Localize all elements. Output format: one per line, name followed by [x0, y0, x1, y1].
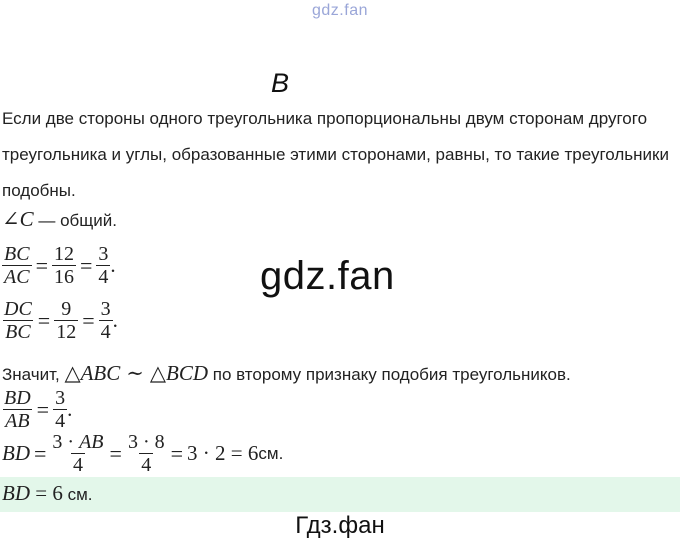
fraction-9-12 — [54, 298, 78, 343]
fraction-3-4 — [53, 387, 67, 432]
conclusion-suffix: по второму признаку подобия треугольников. — [208, 365, 571, 384]
angle-symbol: ∠ — [2, 207, 20, 231]
fraction-numerator-var: AB — [79, 431, 104, 453]
fraction-bd-ab — [2, 387, 33, 432]
equals-sign: = — [109, 440, 122, 466]
fraction-denominator: AB — [5, 410, 30, 432]
fraction-numerator: DC — [4, 298, 32, 320]
fraction-denominator: 4 — [100, 321, 111, 343]
ratio-line-2 — [2, 298, 118, 343]
calc-unit: см. — [258, 443, 284, 463]
fraction-denominator: 16 — [53, 266, 74, 288]
fraction-numerator: 3 — [100, 298, 111, 320]
ratio-line-3 — [2, 387, 72, 432]
watermark-center: gdz.fan — [260, 254, 395, 298]
fraction-denominator: 4 — [55, 410, 66, 432]
fraction-dc-bc — [2, 298, 34, 343]
triangle-symbol: △ — [64, 361, 81, 385]
conclusion-prefix: Значит, — [2, 365, 65, 384]
fraction-denominator: 12 — [56, 321, 77, 343]
angle-text: — общий. — [33, 211, 117, 230]
equals-sign: = — [79, 252, 93, 278]
similar-symbol: ∼ — [126, 361, 144, 385]
fraction-denominator: 4 — [72, 454, 83, 476]
watermark-bottom: Гдз.фан — [295, 512, 385, 539]
equals-sign: = — [34, 440, 47, 466]
fraction-numerator: 9 — [61, 298, 72, 320]
answer-unit: см. — [62, 485, 93, 504]
period: . — [67, 397, 73, 421]
fraction-numerator: BC — [4, 243, 30, 265]
fraction-numerator: 3 · — [52, 431, 80, 453]
fraction-denominator: 4 — [141, 454, 152, 476]
fraction-12-16 — [52, 243, 76, 288]
fraction-numerator: 3 · 8 — [127, 431, 165, 453]
fraction-bc-ac — [2, 243, 32, 288]
angle-var: C — [19, 207, 34, 231]
section-heading: В — [270, 68, 289, 98]
period: . — [112, 308, 118, 332]
fraction-3-4 — [99, 298, 113, 343]
equals-sign: = — [35, 252, 48, 278]
fraction-numerator: 3 — [55, 387, 66, 409]
watermark-top: gdz.fan — [312, 2, 368, 19]
answer-box — [0, 477, 680, 512]
ratio-line-1 — [2, 243, 116, 288]
answer-line — [2, 481, 92, 506]
triangle-bcd: BCD — [166, 361, 209, 385]
conclusion-line — [2, 361, 571, 386]
calc-line — [2, 431, 283, 476]
calc-lhs: BD — [2, 441, 30, 465]
period: . — [110, 253, 116, 277]
calc-result: 3 · 2 = 6 — [187, 441, 259, 465]
equals-sign: = — [37, 307, 51, 333]
fraction-3-4 — [96, 243, 110, 288]
triangle-symbol: △ — [149, 361, 167, 385]
angle-line — [2, 207, 117, 232]
fraction-denominator: BC — [5, 321, 31, 343]
triangle-abc: ABC — [80, 361, 121, 385]
equals-sign: = — [170, 440, 184, 466]
fraction-denominator: 4 — [98, 266, 109, 288]
fraction-3ab-4 — [50, 431, 105, 476]
fraction-numerator: BD — [4, 387, 31, 409]
fraction-denominator: AC — [4, 266, 30, 288]
answer-rhs: = 6 — [30, 481, 63, 505]
fraction-numerator: 3 — [98, 243, 109, 265]
fraction-3x8-4 — [126, 431, 167, 476]
answer-lhs: BD — [2, 481, 30, 505]
equals-sign: = — [36, 396, 50, 422]
theorem-text: Если две стороны одного треугольника пропорциональны двум сторонам другого треугольника и углы, образованные этими сторонами, равны, то такие треугольники подобны. — [2, 109, 669, 200]
equals-sign: = — [82, 307, 95, 333]
fraction-numerator: 12 — [53, 243, 74, 265]
